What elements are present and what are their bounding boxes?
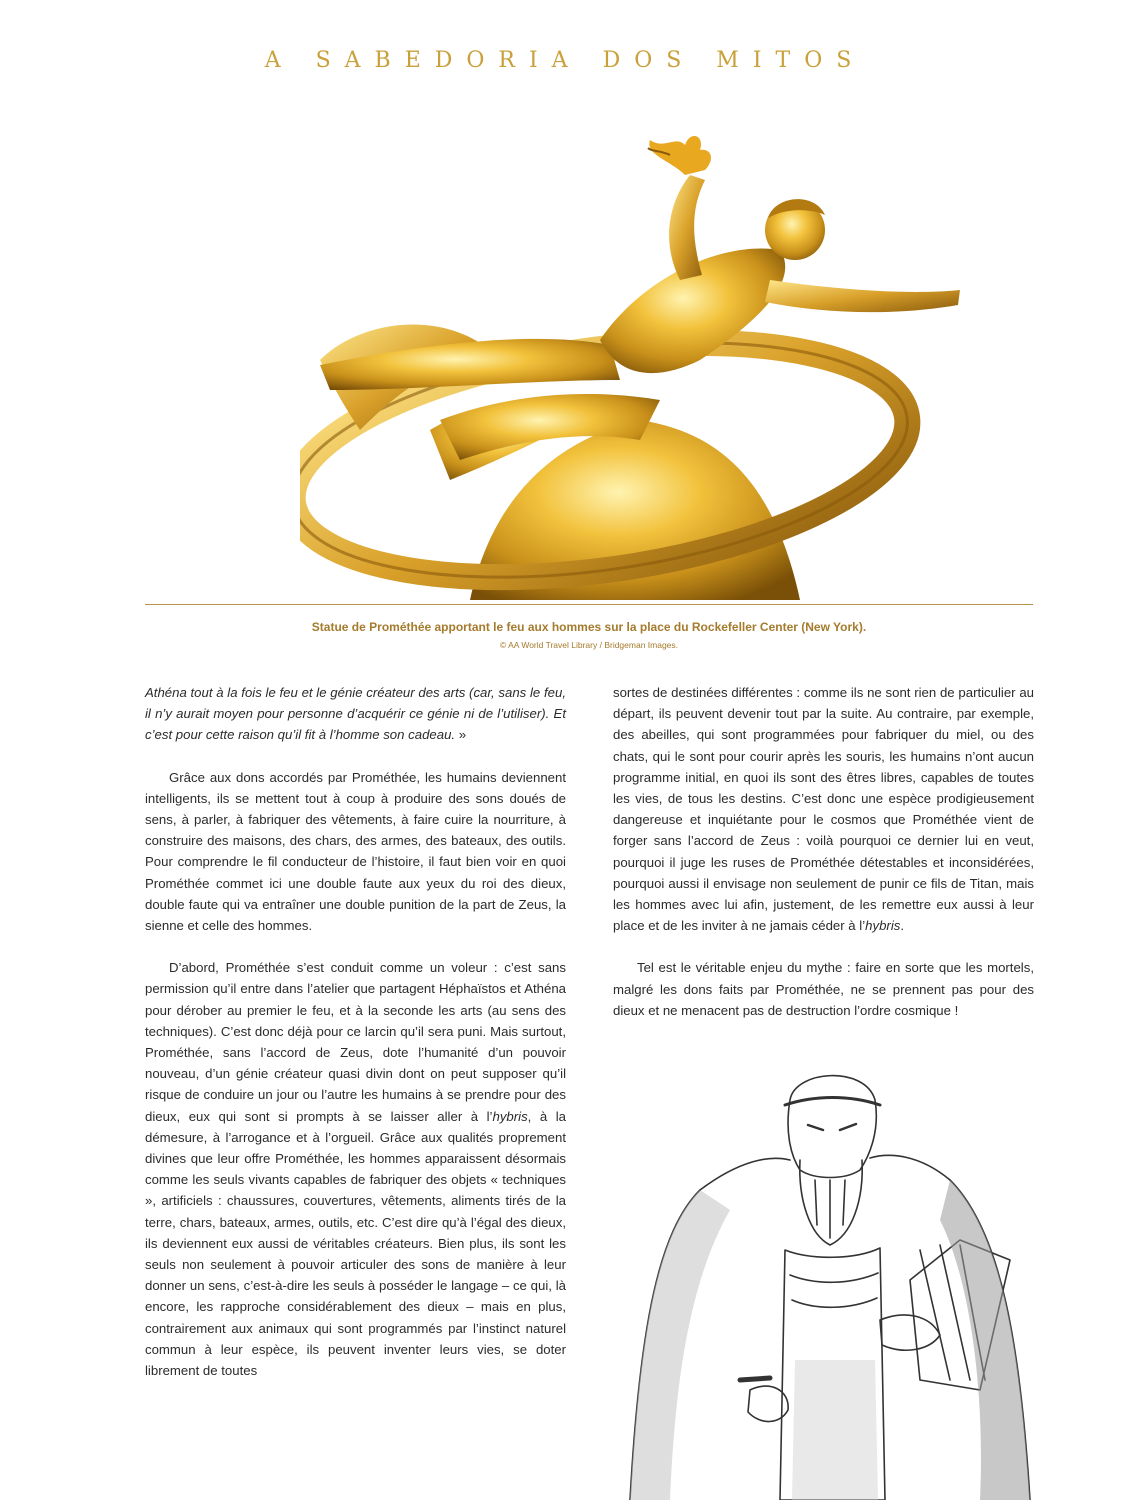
right-column [613,682,1034,1021]
page-header: A SABEDORIA DOS MITOS [264,48,866,73]
right-paragraph-2: Tel est le véritable enjeu du mythe : faire en sorte que les mortels, malgré les dons faits par Prométhée, ne se prennent pas pour des dieux et ne menacent pas de destruction l’ordre cosmique ! [613,960,1034,1018]
left-paragraph-2: Grâce aux dons accordés par Prométhée, les humains deviennent intelligents, ils se mettent tout à coup à produire des sons doués de sens, à parler, à fabriquer des vêtements, à faire cuire la nourriture, à construire des maisons, des chars, des armes, des bateaux, des outils. Pour comprendre le fil conducteur de l’histoire, il faut bien voir en quoi Prométhée commet ici une double faute aux yeux du roi des dieux, double faute qui va entraîner une double punition de la part de Zeus, la sienne et celle des hommes. [145,769,566,934]
right-p1-part-b: . [900,918,905,934]
prometheus-statue-photo [300,130,980,600]
figure-credit: © AA World Travel Library / Bridgeman Images. [499,640,679,650]
left-column [145,682,566,1381]
quote-close: » [455,727,467,743]
zeus-sketch-illustration [620,1060,1040,1500]
figure-caption: Statue de Prométhée apportant le feu aux hommes sur la place du Rockefeller Center (New York). [311,620,867,634]
left-paragraph-1 [145,682,566,746]
right-paragraph-1 [613,682,1034,936]
left-paragraph-3 [145,957,566,1381]
hybris-term: hybris [492,1108,528,1124]
quote-text: Athéna tout à la fois le feu et le génie créateur des arts (car, sans le feu, il n’y aurait moyen pour personne d’acquérir ce génie ni de l’utiliser). Et c’est pour cette raison qu’il fit à l’homme son cadeau. [145,685,566,743]
hybris-term: hybris [865,918,901,934]
left-p3-part-a: D’abord, Prométhée s’est conduit comme un voleur : c’est sans permission qu’il entre dans l’atelier que partagent Héphaïstos et Athéna pour dérober au premier le feu, et à la seconde les arts (au sens des techniques). C’est donc déjà pour ce larcin qu’il sera puni. Mais surtout, Prométhée, sans l’accord de Zeus, dote l’humanité d’un pouvoir nouveau, d’un génie créateur quasi divin dont on peut supposer qu’il risque de conduire un jour ou l’autre les humains à se prendre pour des dieux, eux qui sont si prompts à se laisser aller à l’ [145,960,566,1124]
caption-rule [145,604,1033,605]
left-p3-part-b: , à la démesure, à l’arrogance et à l’orgueil. Grâce aux qualités proprement divines que leur offre Prométhée, les hommes apparaissent désormais comme les seuls vivants capables de fabriquer des objets « techniques », artificiels : chaussures, couvertures, vêtements, aliments tirés de la terre, chars, bateaux, armes, outils, etc. C’est dire qu’à l’égal des dieux, ils deviennent eux aussi de véritables créateurs. Bien plus, ils sont les seuls non seulement à pouvoir articuler des sons de manière à leur donner un sens, c’est-à-dire les seuls à posséder le langage – ce qui, là encore, les rapproche considérablement des dieux – mais en plus, contrairement aux animaux qui sont programmés par l’instinct naturel commun à leur espèce, ils peuvent inventer leurs vies, se doter librement de toutes [145,1108,566,1379]
right-p1-part-a: sortes de destinées différentes : comme ils ne sont rien de particulier au départ, ils peuvent devenir tout par la suite. Au contraire, par exemple, des abeilles, qui sont programmées pour fabriquer du miel, ou des chats, qui le sont pour courir après les souris, les humains n’ont aucun programme initial, en quoi ils sont des êtres libres, capables de toutes les vies, de tous les destins. C’est donc une espèce prodigieusement dangereuse et inquiétante pour le cosmos que Prométhée vient de forger sans l’accord de Zeus : voilà pourquoi ce dernier lui en veut, pourquoi il juge les ruses de Prométhée détestables et inconsidérées, pourquoi aussi il envisage non seulement de punir ce fils de Titan, mais les hommes avec lui afin, justement, de les remettre eux aussi à leur place et de les inviter à ne jamais céder à l’ [613,685,1034,934]
